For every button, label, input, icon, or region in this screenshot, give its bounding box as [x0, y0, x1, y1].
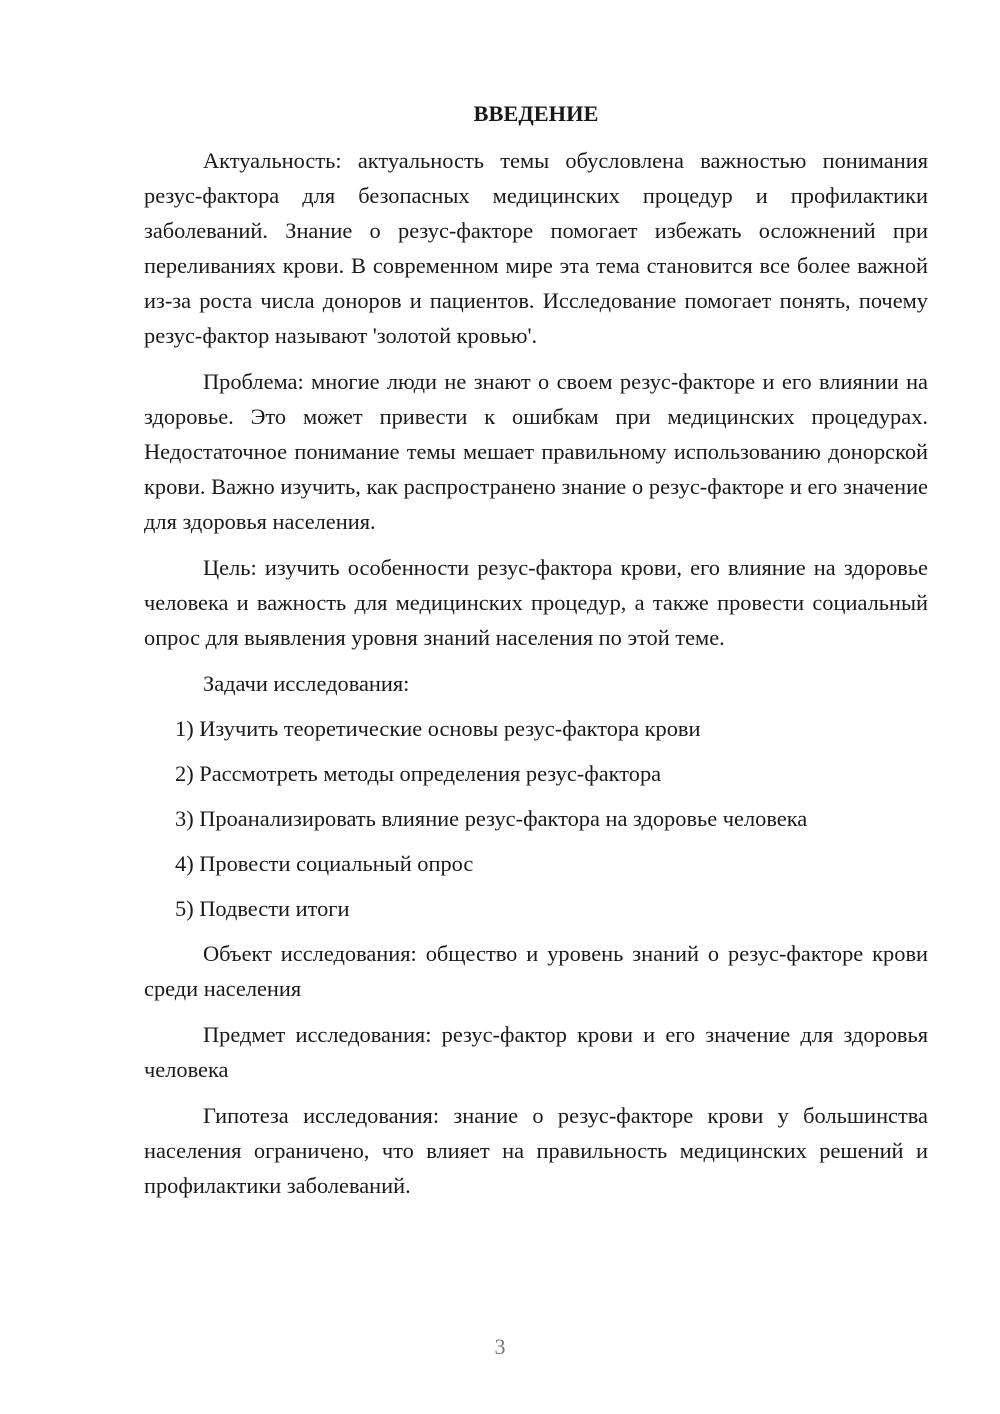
page-number: 3 — [494, 1334, 506, 1359]
paragraph-subject: Предмет исследования: резус-фактор крови и его значение для здоровья человека — [144, 1022, 928, 1082]
task-item-1: 1) Изучить теоретические основы резус-фактора крови — [175, 716, 701, 741]
paragraph-hypothesis: Гипотеза исследования: знание о резус-факторе крови у большинства населения ограничено, что влияет на правильность медицинских решений и профилактики заболеваний. — [144, 1103, 928, 1198]
task-item-2: 2) Рассмотреть методы определения резус-фактора — [175, 761, 662, 786]
paragraph-problem: Проблема: многие люди не знают о своем резус-факторе и его влиянии на здоровье. Это может привести к ошибкам при медицинских процедурах. Недостаточное понимание темы мешает правильному использованию донорской крови. Важно изучить, как распространено знание о резус-факторе и его значение для здоровья населения. — [144, 369, 928, 534]
task-item-5: 5) Подвести итоги — [175, 896, 350, 921]
paragraph-object: Объект исследования: общество и уровень знаний о резус-факторе крови среди населения — [144, 941, 928, 1001]
tasks-heading: Задачи исследования: — [203, 671, 410, 696]
task-item-4: 4) Провести социальный опрос — [175, 851, 474, 876]
page-content — [144, 96, 928, 1214]
page-title: ВВЕДЕНИЕ — [473, 101, 599, 126]
paragraph-goal: Цель: изучить особенности резус-фактора крови, его влияние на здоровье человека и важность для медицинских процедур, а также провести социальный опрос для выявления уровня знаний населения по этой теме. — [144, 555, 928, 650]
paragraph-relevance: Актуальность: актуальность темы обусловлена важностью понимания резус-фактора для безопасных медицинских процедур и профилактики заболеваний. Знание о резус-факторе помогает избежать осложнений при переливаниях крови. В современном мире эта тема становится все более важной из-за роста числа доноров и пациентов. Исследование помогает понять, почему резус-фактор называют 'золотой кровью'. — [144, 148, 928, 348]
task-item-3: 3) Проанализировать влияние резус-фактора на здоровье человека — [175, 806, 808, 831]
